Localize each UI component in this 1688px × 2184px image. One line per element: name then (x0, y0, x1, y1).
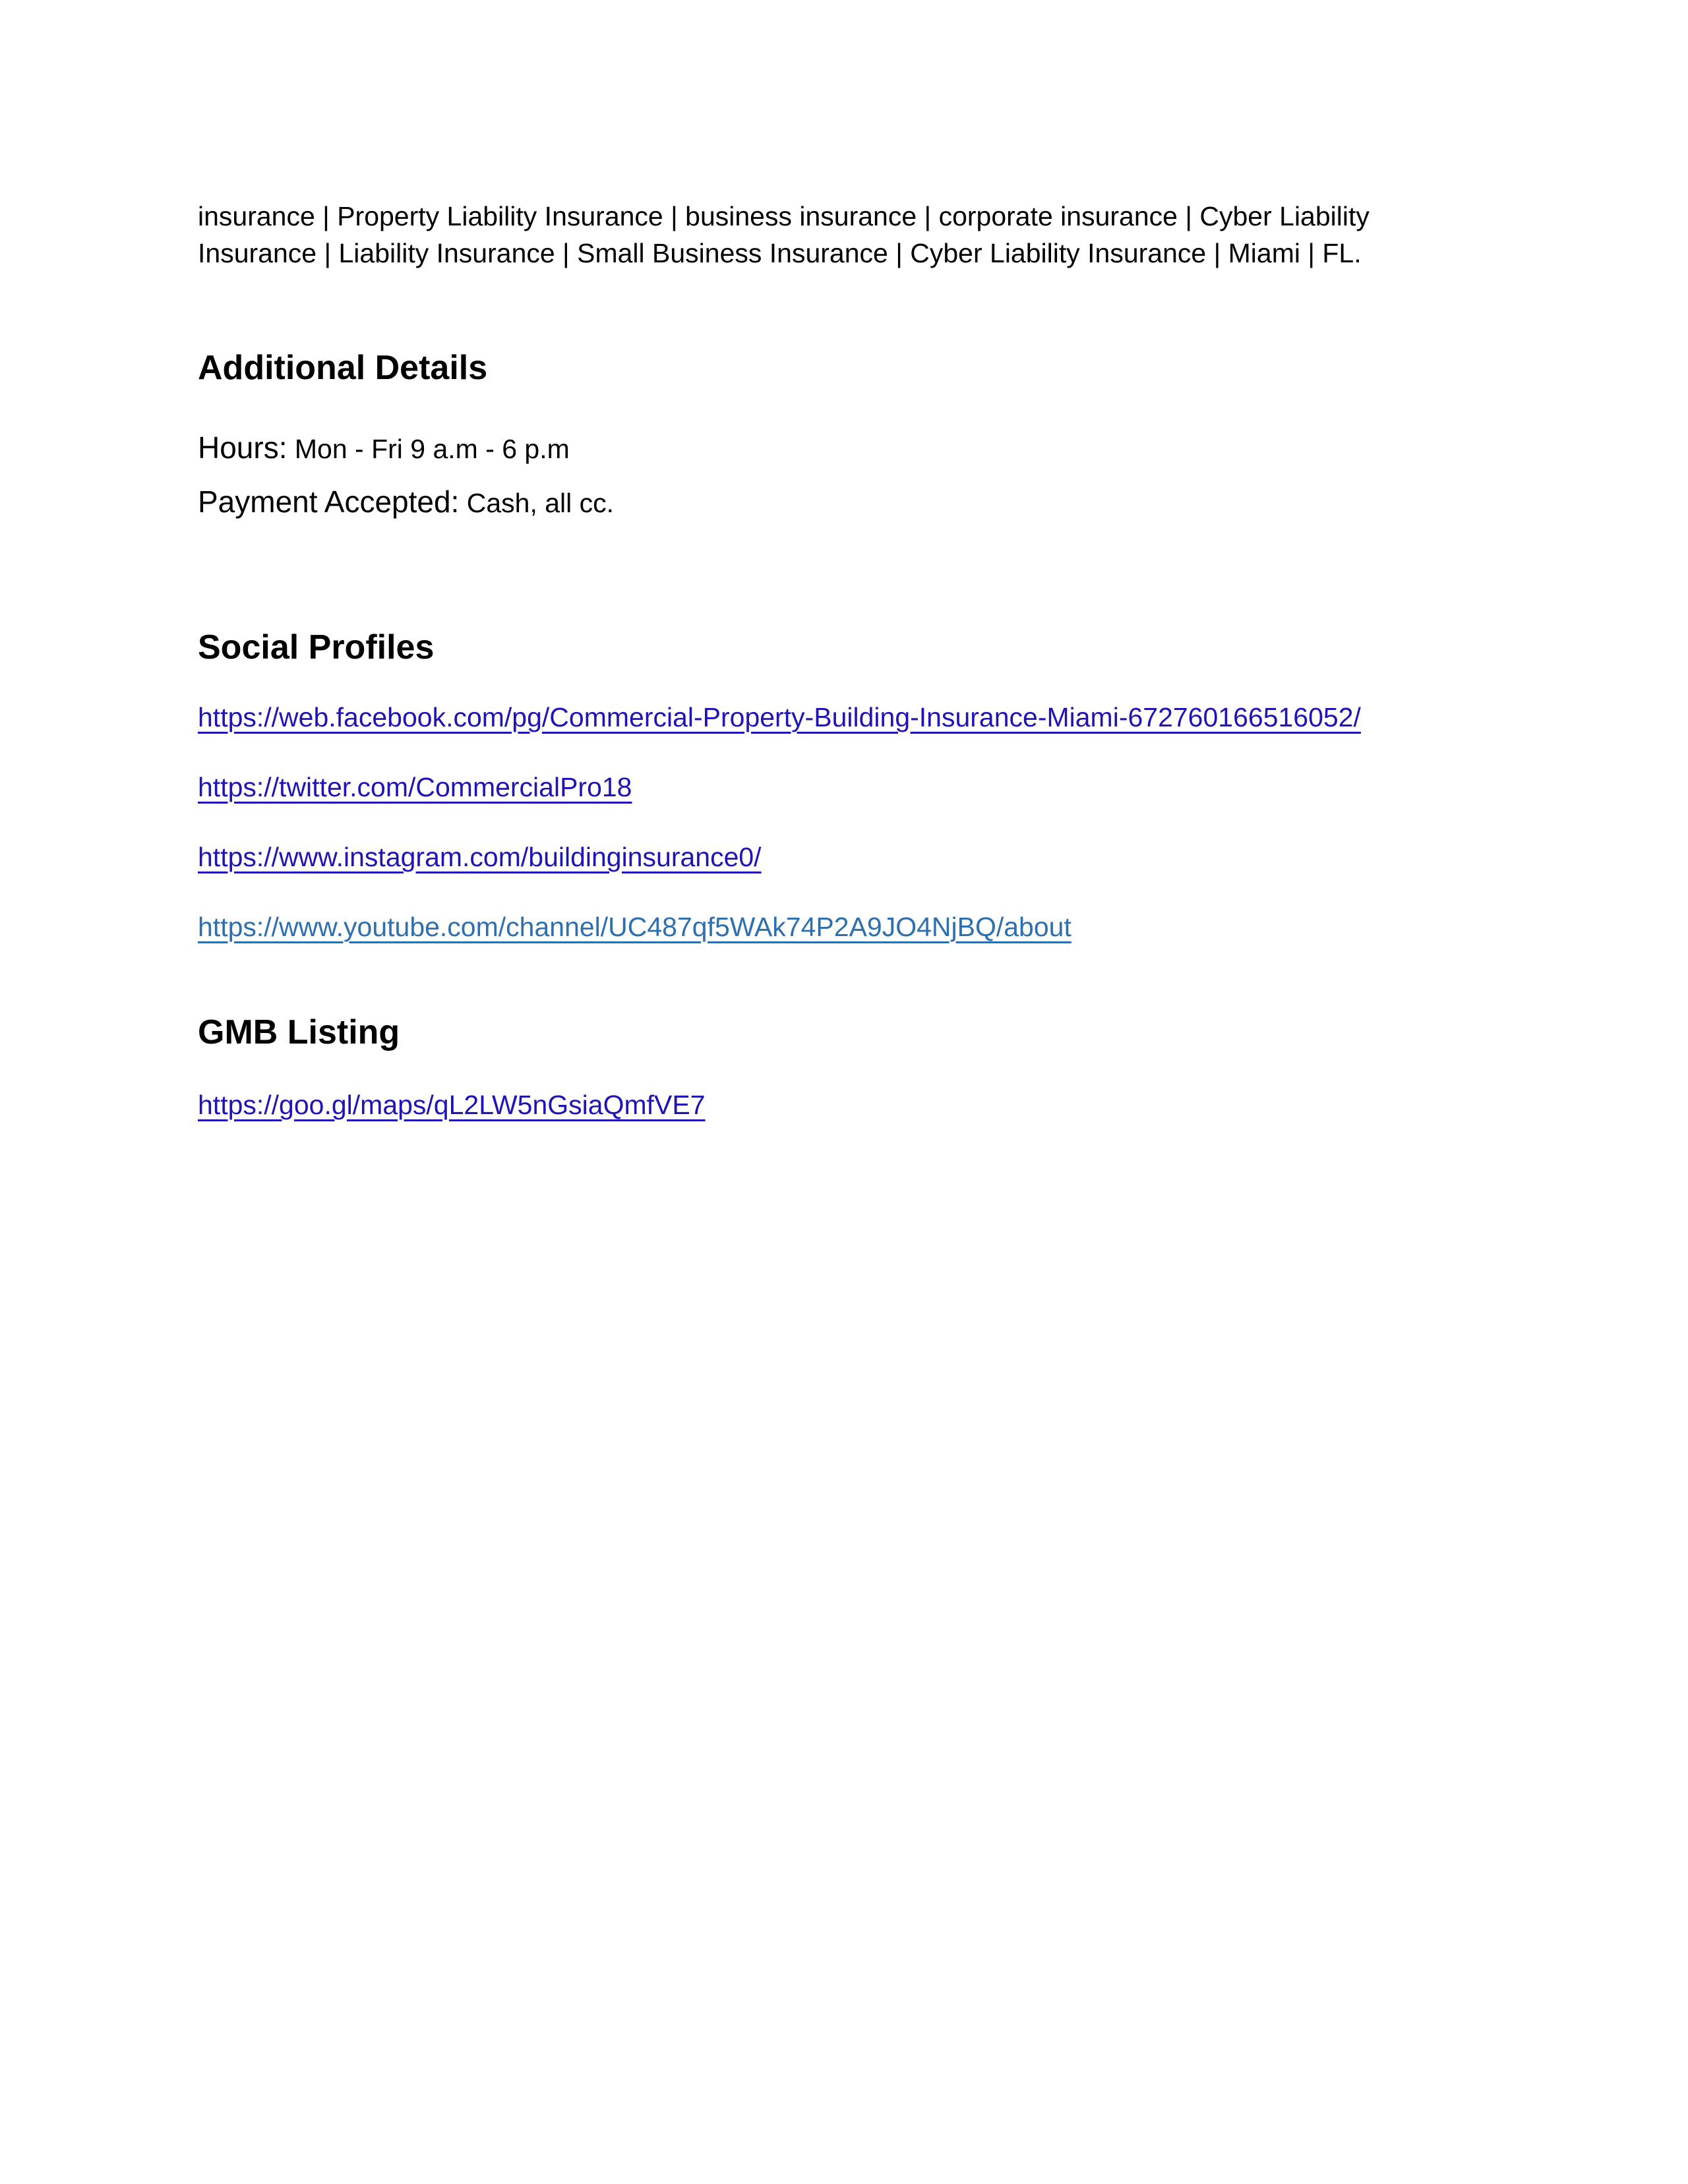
additional-details-block (198, 425, 1490, 533)
list-item (198, 906, 1490, 976)
page-content (198, 198, 1490, 1133)
gmb-link-row (198, 1084, 1490, 1133)
list-item (198, 836, 1490, 906)
gmb-listing-heading: GMB Listing (198, 1013, 400, 1051)
keywords-line-2: Insurance | Liability Insurance | Small Business Insurance | Cyber Liability Insurance | Miami | FL. (198, 238, 1362, 268)
additional-details-heading: Additional Details (198, 349, 488, 387)
social-links-list (198, 696, 1490, 976)
payment-value: Cash, all cc. (459, 488, 615, 518)
gmb-map-link[interactable]: https://goo.gl/maps/qL2LW5nGsiaQmfVE7 (198, 1090, 706, 1120)
facebook-link[interactable]: https://web.facebook.com/pg/Commercial-Property-Building-Insurance-Miami-672760166516052/ (198, 702, 1361, 732)
list-item (198, 766, 1490, 836)
hours-label: Hours: (198, 430, 287, 465)
social-profiles-heading: Social Profiles (198, 628, 435, 666)
instagram-link[interactable]: https://www.instagram.com/buildinginsurance0/ (198, 842, 762, 872)
keywords-line-1: insurance | Property Liability Insurance | business insurance | corporate insurance | Cyber Liability (198, 201, 1370, 231)
twitter-link[interactable]: https://twitter.com/CommercialPro18 (198, 772, 632, 802)
hours-value: Mon - Fri 9 a.m - 6 p.m (287, 434, 570, 464)
keywords-paragraph (198, 198, 1490, 272)
payment-row (198, 479, 1490, 533)
payment-label: Payment Accepted: (198, 485, 460, 519)
list-item (198, 696, 1490, 766)
youtube-link[interactable]: https://www.youtube.com/channel/UC487qf5WAk74P2A9JO4NjBQ/about (198, 912, 1071, 942)
hours-row (198, 425, 1490, 479)
